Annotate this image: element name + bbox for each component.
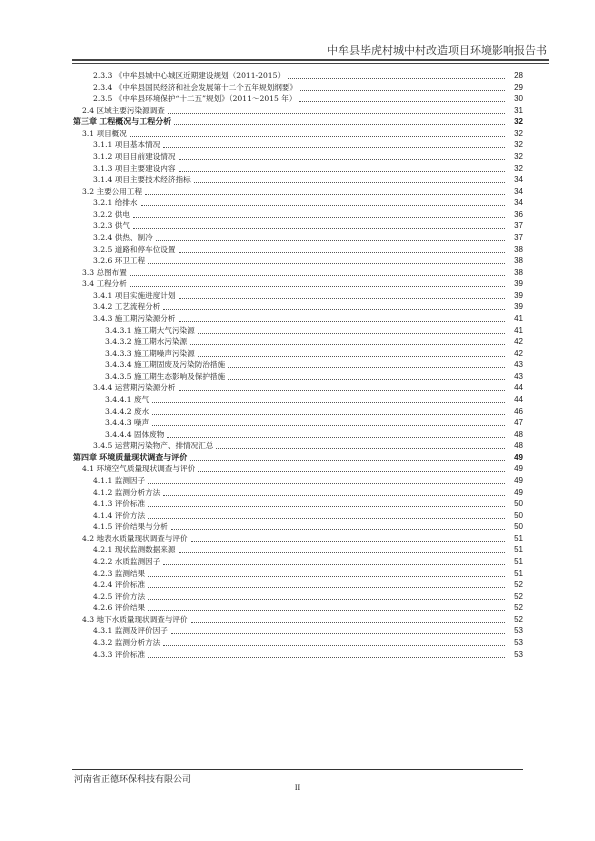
toc-entry-title: 4.1.5 评价结果与分析 <box>93 522 168 532</box>
toc-entry-page: 34 <box>514 175 523 185</box>
toc-entry-page: 31 <box>514 105 523 115</box>
toc-entry[interactable] <box>93 475 523 486</box>
toc-entry[interactable] <box>93 602 523 613</box>
toc-entry[interactable] <box>105 429 523 440</box>
toc-entry[interactable] <box>93 440 523 451</box>
toc-entry[interactable] <box>93 568 523 579</box>
toc-entry-title: 4.1.2 监测分析方法 <box>93 487 161 497</box>
toc-leader-dots <box>163 494 505 496</box>
toc-entry[interactable] <box>82 614 523 625</box>
toc-entry-page: 48 <box>514 441 523 451</box>
toc-entry-page: 44 <box>514 383 523 393</box>
toc-leader-dots <box>152 401 505 403</box>
toc-entry-page: 32 <box>514 163 523 173</box>
toc-entry-title: 2.4 区域主要污染源调查 <box>82 105 165 115</box>
footer-company: 河南省正德环保科技有限公司 <box>74 775 192 785</box>
toc-entry[interactable] <box>93 487 523 498</box>
toc-entry-page: 28 <box>514 71 523 80</box>
toc-entry[interactable] <box>93 209 523 220</box>
toc-entry-page: 42 <box>514 348 523 358</box>
toc-entry-title: 4.1.3 评价标准 <box>93 499 146 509</box>
toc-entry-page: 47 <box>514 418 523 428</box>
toc-entry[interactable] <box>93 255 523 266</box>
toc-leader-dots <box>163 308 505 310</box>
toc-entry-title: 3.4.1 项目实施进度计划 <box>93 290 176 300</box>
toc-entry-title: 4.3.3 评价标准 <box>93 649 146 659</box>
toc-entry-title: 4.2.2 水质监测因子 <box>93 556 161 566</box>
page-header-title: 中牟县毕虎村城中村改造项目环境影响报告书 <box>327 44 547 57</box>
toc-entry-title: 3.4.3.2 施工期水污染源 <box>105 337 188 347</box>
toc-leader-dots <box>148 505 505 507</box>
toc-entry-page: 39 <box>514 290 523 300</box>
toc-entry-title: 3.2.3 供气 <box>93 221 130 231</box>
toc-entry[interactable] <box>105 406 523 417</box>
toc-entry[interactable] <box>105 359 523 370</box>
toc-leader-dots <box>133 227 505 229</box>
toc-leader-dots <box>141 204 505 206</box>
toc-entry-page: 30 <box>514 94 523 104</box>
toc-entry-title: 3.4.3.1 施工期大气污染源 <box>105 325 195 335</box>
toc-entry-title: 2.3.5 《中牟县环境保护“十二五”规划》（2011～2015 年） <box>93 94 297 104</box>
toc-entry-page: 38 <box>514 244 523 254</box>
toc-entry-title: 3.4.5 运营期污染物产、排情况汇总 <box>93 441 214 451</box>
toc-entry-title: 4.2.4 评价标准 <box>93 580 146 590</box>
toc-leader-dots <box>179 551 506 553</box>
toc-entry-page: 53 <box>514 626 523 636</box>
toc-leader-dots <box>148 575 505 577</box>
toc-entry[interactable] <box>93 82 523 93</box>
toc-entry-page: 51 <box>514 568 523 578</box>
toc-entry[interactable] <box>93 579 523 590</box>
toc-entry-title: 3.4.4.4 固体废物 <box>105 429 165 439</box>
toc-entry-title: 3.4.2 工艺流程分析 <box>93 302 161 312</box>
toc-entry[interactable] <box>93 510 523 521</box>
toc-entry-page: 37 <box>514 221 523 231</box>
toc-leader-dots <box>148 609 505 611</box>
toc-leader-dots <box>228 366 505 368</box>
header-rule <box>72 59 549 64</box>
toc-leader-dots <box>179 158 506 160</box>
toc-leader-dots <box>163 563 505 565</box>
toc-entry[interactable] <box>93 649 523 660</box>
toc-entry-page: 32 <box>514 128 523 138</box>
toc-entry-title: 3.4.3.5 施工期生态影响及保护措施 <box>105 371 226 381</box>
toc-leader-dots <box>191 540 505 542</box>
toc-leader-dots <box>133 216 505 218</box>
toc-entry[interactable] <box>105 336 523 347</box>
toc-leader-dots <box>130 274 505 276</box>
toc-chapter-entry[interactable] <box>73 116 523 127</box>
toc-leader-dots <box>174 123 505 125</box>
toc-entry-title: 3.2.6 环卫工程 <box>93 256 146 266</box>
toc-entry[interactable] <box>93 232 523 243</box>
toc-entry[interactable] <box>93 591 523 602</box>
toc-entry-page: 32 <box>514 117 523 127</box>
toc-entry-title: 第四章 环境质量现状调查与评价 <box>73 452 188 462</box>
toc-entry[interactable] <box>93 637 523 648</box>
toc-entry-page: 34 <box>514 198 523 208</box>
toc-entry-title: 4.3 地下水质量现状调查与评价 <box>82 614 188 624</box>
toc-entry-page: 49 <box>514 475 523 485</box>
toc-entry[interactable] <box>93 220 523 231</box>
toc-entry[interactable] <box>82 278 523 289</box>
toc-entry-page: 50 <box>514 499 523 509</box>
page-number: II <box>294 783 301 792</box>
toc-leader-dots <box>130 135 505 137</box>
toc-entry-title: 3.1 项目概况 <box>82 128 127 138</box>
toc-leader-dots <box>148 517 505 519</box>
toc-entry-title: 3.2.5 道路和停车位设置 <box>93 244 176 254</box>
toc-entry-page: 37 <box>514 232 523 242</box>
toc-entry-page: 46 <box>514 406 523 416</box>
toc-entry-title: 2.3.3 《中牟县城中心城区近期建设规划（2011-2015） <box>93 71 286 80</box>
toc-entry-title: 4.1 环境空气质量现状调查与评价 <box>82 464 196 474</box>
footer-rule <box>72 769 523 770</box>
toc-leader-dots <box>130 285 505 287</box>
toc-entry-title: 4.1.4 评价方法 <box>93 510 146 520</box>
toc-entry-page: 34 <box>514 186 523 196</box>
toc-entry-title: 3.4.3 施工期污染源分析 <box>93 313 176 323</box>
toc-entry-title: 3.1.2 项目目前建设情况 <box>93 151 176 161</box>
toc-entry[interactable] <box>82 267 523 278</box>
toc-entry-title: 3.1.3 项目主要建设内容 <box>93 163 176 173</box>
toc-leader-dots <box>198 355 505 357</box>
toc-leader-dots <box>148 586 505 588</box>
toc-leader-dots <box>190 459 505 461</box>
toc-entry-title: 3.4.4.1 废气 <box>105 394 150 404</box>
toc-leader-dots <box>171 528 505 530</box>
toc-entry[interactable] <box>82 463 523 474</box>
toc-entry-page: 49 <box>514 452 523 462</box>
toc-entry[interactable] <box>82 105 523 116</box>
toc-leader-dots <box>179 389 506 391</box>
toc-leader-dots <box>216 447 505 449</box>
toc-entry[interactable] <box>93 382 523 393</box>
toc-entry[interactable] <box>93 70 523 81</box>
toc-leader-dots <box>148 656 505 658</box>
toc-entry[interactable] <box>105 348 523 359</box>
toc-entry-page: 50 <box>514 510 523 520</box>
toc-entry[interactable] <box>93 93 523 104</box>
toc-entry-title: 2.3.4 《中牟县国民经济和社会发展第十二个五年规划纲要》 <box>93 82 297 92</box>
toc-entry-page: 48 <box>514 429 523 439</box>
toc-leader-dots <box>156 239 505 241</box>
toc-entry[interactable] <box>93 174 523 185</box>
toc-entry[interactable] <box>93 197 523 208</box>
toc-entry-page: 49 <box>514 487 523 497</box>
toc-entry-title: 3.4.4.2 废水 <box>105 406 150 416</box>
toc-chapter-entry[interactable] <box>73 452 523 463</box>
toc-leader-dots <box>148 598 505 600</box>
toc-leader-dots <box>167 436 505 438</box>
toc-entry[interactable] <box>105 371 523 382</box>
toc-leader-dots <box>190 343 505 345</box>
toc-entry-page: 52 <box>514 614 523 624</box>
toc-entry[interactable] <box>93 301 523 312</box>
toc-entry-page: 50 <box>514 522 523 532</box>
toc-entry-title: 3.4.3.4 施工期固废及污染防治措施 <box>105 360 226 370</box>
toc-entry[interactable] <box>93 498 523 509</box>
toc-entry-title: 4.2.6 评价结果 <box>93 603 146 613</box>
toc-leader-dots <box>148 482 505 484</box>
toc-entry[interactable] <box>105 417 523 428</box>
toc-entry-title: 3.3 总图布置 <box>82 267 127 277</box>
toc-entry-page: 38 <box>514 267 523 277</box>
toc-entry[interactable] <box>93 290 523 301</box>
toc-entry-page: 49 <box>514 464 523 474</box>
toc-entry-page: 51 <box>514 556 523 566</box>
toc-entry-page: 53 <box>514 649 523 659</box>
toc-entry-title: 3.4.4 运营期污染源分析 <box>93 383 176 393</box>
toc-entry-page: 52 <box>514 603 523 613</box>
toc-entry[interactable] <box>93 544 523 555</box>
toc-entry-page: 52 <box>514 591 523 601</box>
toc-entry[interactable] <box>93 521 523 532</box>
toc-entry-title: 4.2.1 现状监测数据来源 <box>93 545 176 555</box>
toc-entry-page: 53 <box>514 637 523 647</box>
toc-entry-title: 3.4.4.3 噪声 <box>105 418 150 428</box>
toc-entry-title: 3.2.4 供热、制冷 <box>93 232 153 242</box>
toc-entry[interactable] <box>93 313 523 324</box>
toc-leader-dots <box>168 112 505 114</box>
toc-leader-dots <box>148 262 505 264</box>
toc-entry[interactable] <box>93 139 523 150</box>
toc-entry[interactable] <box>93 556 523 567</box>
toc-leader-dots <box>179 297 506 299</box>
toc-leader-dots <box>179 320 506 322</box>
toc-entry[interactable] <box>93 151 523 162</box>
toc-leader-dots <box>163 146 505 148</box>
toc-entry[interactable] <box>82 533 523 544</box>
toc-entry-title: 4.1.1 监测因子 <box>93 475 146 485</box>
toc-entry-page: 42 <box>514 337 523 347</box>
toc-leader-dots <box>152 424 505 426</box>
toc-entry-title: 3.1.4 项目主要技术经济指标 <box>93 175 191 185</box>
toc-entry-page: 43 <box>514 371 523 381</box>
toc-entry[interactable] <box>93 163 523 174</box>
toc-entry-title: 4.3.1 监测及评价因子 <box>93 626 168 636</box>
toc-entry-page: 39 <box>514 279 523 289</box>
toc-entry-title: 3.2 主要公用工程 <box>82 186 143 196</box>
toc-leader-dots <box>228 378 505 380</box>
toc-leader-dots <box>179 251 506 253</box>
toc-entry-page: 38 <box>514 256 523 266</box>
toc-leader-dots <box>191 621 505 623</box>
toc-entry-page: 51 <box>514 545 523 555</box>
toc-leader-dots <box>145 193 505 195</box>
toc-entry-title: 3.1.1 项目基本情况 <box>93 140 161 150</box>
toc-entry-page: 36 <box>514 209 523 219</box>
toc-entry-title: 4.2 地表水质量现状调查与评价 <box>82 533 188 543</box>
toc-entry[interactable] <box>82 186 523 197</box>
toc-entry-page: 32 <box>514 140 523 150</box>
toc-leader-dots <box>179 170 506 172</box>
toc-entry-title: 4.3.2 监测分析方法 <box>93 637 161 647</box>
toc-entry[interactable] <box>105 394 523 405</box>
toc-leader-dots <box>198 470 505 472</box>
toc-entry-title: 第三章 工程概况与工程分析 <box>73 117 172 127</box>
toc-entry-page: 51 <box>514 533 523 543</box>
toc-entry-title: 3.4 工程分析 <box>82 279 127 289</box>
toc-entry[interactable] <box>93 625 523 636</box>
toc-entry-page: 44 <box>514 394 523 404</box>
toc-entry-title: 4.2.3 监测结果 <box>93 568 146 578</box>
toc-leader-dots <box>163 644 505 646</box>
toc-leader-dots <box>300 89 505 91</box>
toc-entry-page: 32 <box>514 151 523 161</box>
toc-entry-page: 29 <box>514 82 523 92</box>
toc-leader-dots <box>171 632 505 634</box>
toc-entry-page: 39 <box>514 302 523 312</box>
toc-leader-dots <box>198 332 505 334</box>
toc-leader-dots <box>194 181 505 183</box>
toc-entry[interactable] <box>93 244 523 255</box>
toc-entry[interactable] <box>105 325 523 336</box>
toc-leader-dots <box>152 413 505 415</box>
toc-entry-title: 3.4.3.3 施工期噪声污染源 <box>105 348 195 358</box>
toc-leader-dots <box>299 100 505 102</box>
toc-entry-page: 41 <box>514 313 523 323</box>
toc-entry-page: 41 <box>514 325 523 335</box>
toc-leader-dots <box>288 77 505 79</box>
toc-entry[interactable] <box>82 128 523 139</box>
toc-entry-title: 3.2.2 供电 <box>93 209 130 219</box>
toc-entry-page: 43 <box>514 360 523 370</box>
toc-entry-title: 4.2.5 评价方法 <box>93 591 146 601</box>
toc-entry-page: 52 <box>514 580 523 590</box>
toc-entry-title: 3.2.1 给排水 <box>93 198 138 208</box>
